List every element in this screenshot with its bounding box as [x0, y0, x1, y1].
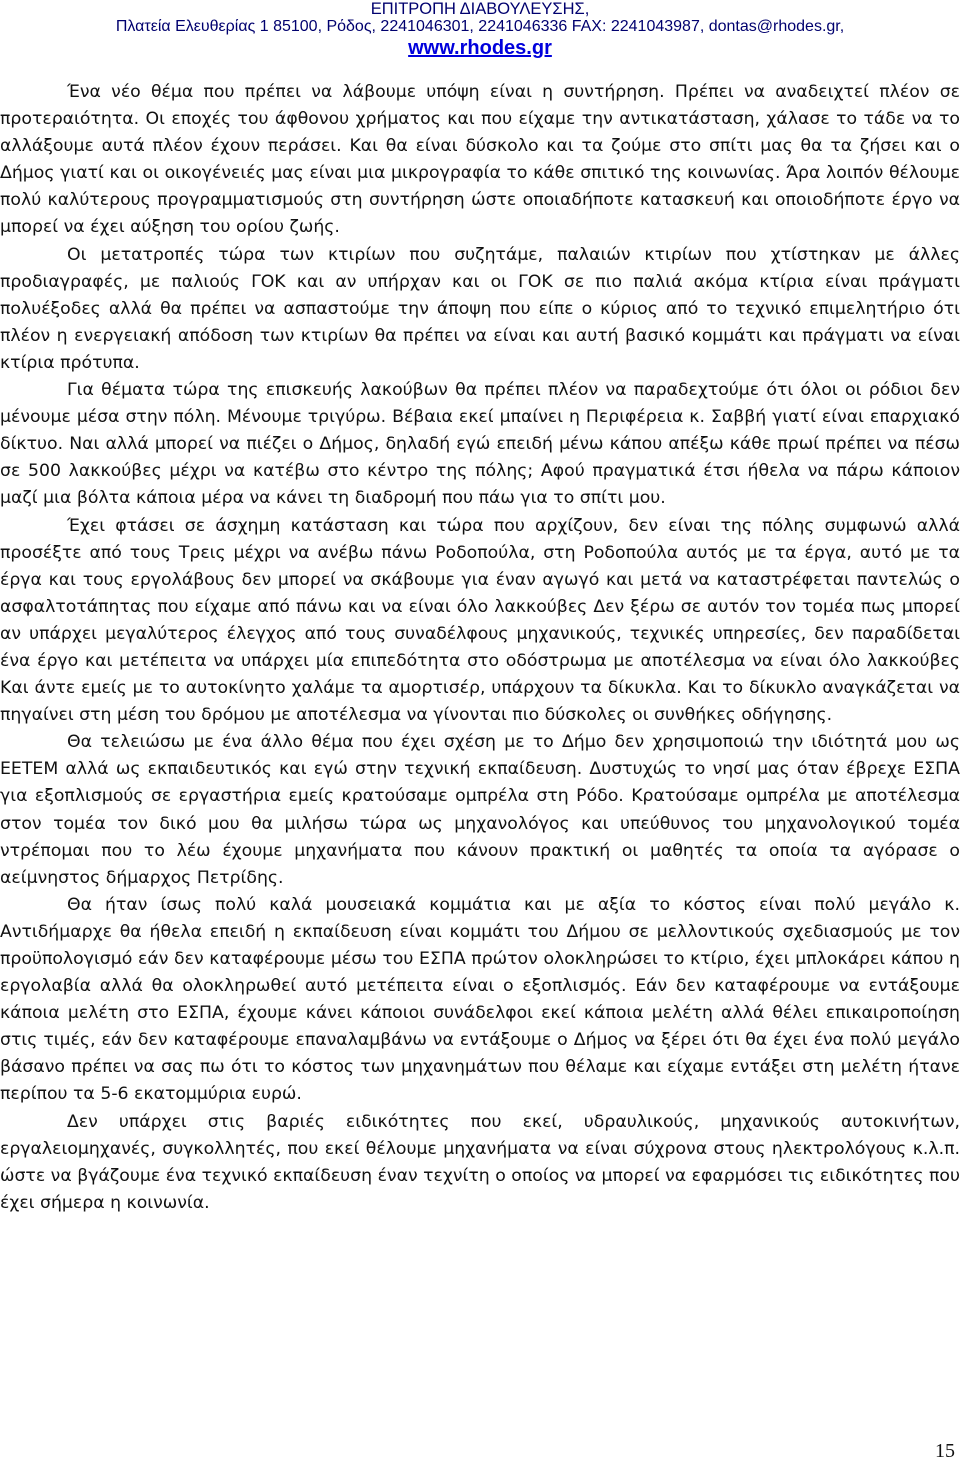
page-number: 15 [935, 1440, 955, 1462]
page-header [0, 0, 960, 60]
header-title: ΕΠΙΤΡΟΠΗ ΔΙΑΒΟΥΛΕΥΣΗΣ, [370, 0, 590, 18]
document-body [0, 79, 960, 1217]
paragraph-7: Δεν υπάρχει στις βαριές ειδικότητες που εκεί, υδραυλικούς, μηχανικούς αυτοκινήτων, εργαλειομηχανές, συγκολλητές, που εκεί θέλουμε μηχανήματα να είναι σύχρονα στους ηλεκτρολόγους κ.λ.π. ώστε να βγάζουμε ένα τεχνικό εκπαίδευση έναν τεχνίτη ο οποίος να μπορεί να εφαρμόσει τις ειδικότητες που έχει σήμερα η κοινωνία. [0, 1111, 960, 1213]
paragraph-2: Οι μετατροπές τώρα των κτιρίων που συζητάμε, παλαιών κτιρίων που χτίστηκαν με άλλες προδιαγραφές, με παλιούς ΓΟΚ και αν υπήρχαν και οι ΓΟΚ σε πιο παλιά ακόμα κτίρια είναι πράγματι πολυέξοδες αλλά θα πρέπει να ασπαστούμε την άποψη που είπε ο κύριος από το τεχνικό επιμελητήριο ότι πλέον η ενεργειακή απόδοση των κτιρίων θα πρέπει να είναι και αυτή βασικό κομμάτι και πράγματι να είναι κτίρια πρότυπα. [0, 244, 960, 373]
header-address: Πλατεία Ελευθερίας 1 85100, Ρόδος, 2241046301, 2241046336 FAX: 2241043987, dontas@rhodes.gr, [115, 18, 845, 35]
header-website-link[interactable]: www.rhodes.gr [408, 37, 552, 59]
paragraph-5: Θα τελειώσω με ένα άλλο θέμα που έχει σχέση με το Δήμο δεν χρησιμοποιώ την ιδιότητά μου ως ΕΕΤΕΜ αλλά ως εκπαιδευτικός και εγώ στην τεχνική εκπαίδευση. Δυστυχώς το νησί μας όταν έβρεχε ΕΣΠΑ για εξοπλισμούς σε εργαστήρια εμείς κρατούσαμε ομπρέλα στη Ρόδο. Κρατούσαμε ομπρέλα με αποτέλεσμα στον τομέα τον δικό μου θα μιλήσω τώρα ως μηχανολόγος και υπεύθυνος του μηχανολογικού τομέα ντρέπομαι που το λέω έχουμε μηχανήματα που κάνουν πρακτική οι μαθητές τα οποία τα αγόρασε ο αείμνηστος δήμαρχος Πετρίδης. [0, 732, 960, 888]
paragraph-1: Ένα νέο θέμα που πρέπει να λάβουμε υπόψη είναι η συντήρηση. Πρέπει να αναδειχτεί πλέον σε προτεραιότητα. Οι εποχές του άφθονου χρήματος και που είχαμε την αντικατάσταση, χάλασε το τάδε να το αλλάξουμε αυτά πλέον έχουν περάσει. Και θα είναι δύσκολο και τα ζούμε στο σπίτι μας θα τα ζήσει και ο Δήμος γιατί και οι οικογένειές μας είναι μια μικρογραφία το κάθε σπιτικό της κοινωνίας. Άρα λοιπόν θέλουμε πολύ καλύτερους προγραμματισμούς στη συντήρηση ώστε οποιαδήποτε κατασκευή και οποιοδήποτε έργο να μπορεί να έχει αύξηση του ορίου ζωής. [0, 82, 960, 238]
paragraph-3: Για θέματα τώρα της επισκευής λακούβων θα πρέπει πλέον να παραδεχτούμε ότι όλοι οι ρόδιοι δεν μένουμε μέσα στην πόλη. Μένουμε τριγύρω. Βέβαια εκεί μπαίνει η Περιφέρεια κ. Σαββή γιατί είναι επαρχιακό δίκτυο. Ναι αλλά μπορεί να πιέζει ο Δήμος, δηλαδή εγώ επειδή μένω κάπου απέξω κάθε πρωί πρέπει να πέσω σε 500 λακκούβες μέχρι να κατέβω στο κέντρο της πόλης; Αφού πραγματικά έτσι ήθελα να πάρω κάποιον μαζί μια βόλτα κάποια μέρα να κάνει τη διαδρομή που πάω για το σπίτι μου. [0, 380, 960, 509]
paragraph-6: Θα ήταν ίσως πολύ καλά μουσειακά κομμάτια και με αξία το κόστος είναι πολύ μεγάλο κ. Αντιδήμαρχε θα ήθελα επειδή η εκπαίδευση είναι κομμάτι του Δήμου σε μελλοντικούς σχεδιασμούς με τον προϋπολογισμό εάν δεν καταφέρουμε μέσω του ΕΣΠΑ πρώτον ολοκληρώσει το κτίριο, έχει μπλοκάρει κάπου η εργολαβία αλλά θα ολοκληρωθεί αυτό μετέπειτα είναι ο εξοπλισμός. Εάν δεν καταφέρουμε να εντάξουμε κάποια μελέτη στο ΕΣΠΑ, έχουμε κάνει κάποιοι συνάδελφοι εκεί κάποια μελέτη αλλά θέλει επικαιροποίηση στις τιμές, εάν δεν καταφέρουμε επαναλαμβάνω να εντάξουμε ο Δήμος να ξέρει ότι θα έχει ένα πολύ μεγάλο βάσανο πρέπει να σας πω ότι το κόστος των μηχανημάτων που θέλαμε και είχαμε εντάξει στη μελέτη ήτανε περίπου τα 5-6 εκατομμύρια ευρώ. [0, 894, 960, 1105]
paragraph-4: Έχει φτάσει σε άσχημη κατάσταση και τώρα που αρχίζουν, δεν είναι της πόλης συμφωνώ αλλά προσέξτε από τους Τρεις μέχρι να ανέβω πάνω Ροδοπούλα, στη Ροδοπούλα αυτός με τα έργα, αυτό με τα έργα και τους εργολάβους δεν μπορεί να σκάβουμε για έναν αγωγό και μετά να καταστρέφεται παντελώς ο ασφαλτοτάπητας που είχαμε από πάνω και να είναι όλο λακκούβες Δεν ξέρω σε αυτόν τον τομέα πως μπορεί αν υπάρχει μεγαλύτερος έλεγχος από τους συναδέλφους μηχανικούς, τεχνικές υπηρεσίες, δεν παραδίδεται ένα έργο και μετέπειτα να υπάρχει μία επιπεδότητα στο οδόστρωμα με αποτέλεσμα να είναι όλο λακκούβες Και άντε εμείς με το αυτοκίνητο χαλάμε τα αμορτισέρ, υπάρχουν τα δίκυκλα. Και το δίκυκλο αναγκάζεται να πηγαίνει στη μέση του δρόμου με αποτέλεσμα να γίνονται πιο δύσκολες οι συνθήκες οδήγησης. [0, 515, 960, 726]
